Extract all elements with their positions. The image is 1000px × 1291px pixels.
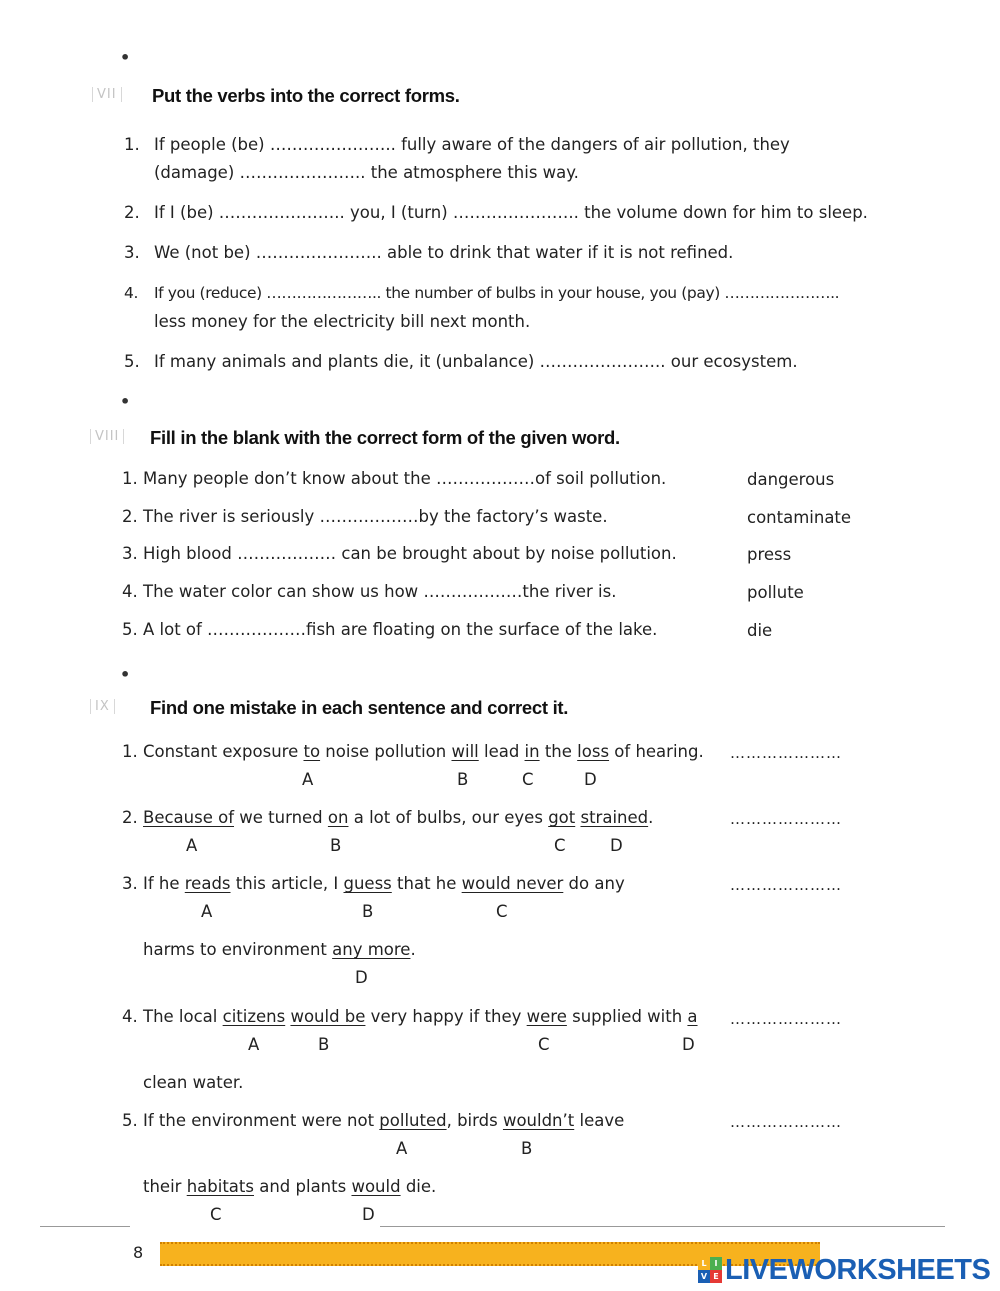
page-number: 8 bbox=[133, 1243, 144, 1262]
mistake-sentence-continuation: their habitats and plants would die. bbox=[143, 1177, 437, 1196]
list-item: 3. High blood ……………… can be brought about by noise pollution. bbox=[122, 544, 677, 563]
option-letter: A bbox=[201, 902, 213, 921]
section-heading-ix: Find one mistake in each sentence and correct it. bbox=[150, 697, 569, 718]
answer-blank[interactable]: ………………… bbox=[730, 810, 842, 828]
option-letter: D bbox=[610, 836, 623, 855]
option-letter: A bbox=[302, 770, 314, 789]
option-letter: A bbox=[248, 1035, 260, 1054]
section-heading-viii: Fill in the blank with the correct form of the given word. bbox=[150, 427, 620, 448]
given-word: contaminate bbox=[747, 508, 852, 527]
list-item-continuation: less money for the electricity bill next month. bbox=[154, 312, 531, 331]
list-item: 2. The river is seriously ………………by the factory’s waste. bbox=[122, 507, 608, 526]
list-item: 4. If you (reduce) ………………….. the number of bulbs in your house, you (pay) ………………….. bbox=[124, 284, 840, 302]
list-item: 3. We (not be) ………………….. able to drink that water if it is not refined. bbox=[124, 243, 734, 262]
given-word: die bbox=[747, 621, 773, 640]
option-letter: D bbox=[355, 968, 368, 987]
mistake-sentence-continuation: harms to environment any more. bbox=[143, 940, 416, 959]
section-number-viii: VIII bbox=[90, 429, 124, 444]
given-word: pollute bbox=[747, 583, 804, 602]
given-word: dangerous bbox=[747, 470, 835, 489]
mistake-sentence: 3. If he reads this article, I guess that he would never do any bbox=[122, 874, 625, 893]
bullet-mark: • bbox=[120, 48, 131, 67]
option-letter: D bbox=[584, 770, 597, 789]
section-number-ix: IX bbox=[90, 699, 115, 714]
list-item: 4. The water color can show us how ………………the river is. bbox=[122, 582, 617, 601]
option-letter: B bbox=[318, 1035, 330, 1054]
liveworksheets-logo bbox=[698, 1253, 990, 1287]
bullet-mark: • bbox=[120, 665, 131, 684]
mistake-sentence: 5. If the environment were not polluted, birds wouldn’t leave bbox=[122, 1111, 625, 1130]
liveworksheets-icon: L I V E bbox=[698, 1257, 722, 1283]
answer-blank[interactable]: ………………… bbox=[730, 1113, 842, 1131]
mistake-sentence-continuation: clean water. bbox=[143, 1073, 244, 1092]
bullet-mark: • bbox=[120, 392, 131, 411]
mistake-sentence: 4. The local citizens would be very happy if they were supplied with a bbox=[122, 1007, 698, 1026]
option-letter: C bbox=[538, 1035, 550, 1054]
footer-rule bbox=[380, 1226, 945, 1227]
list-item: 2. If I (be) ………………….. you, I (turn) ………………….. the volume down for him to sleep. bbox=[124, 203, 868, 222]
option-letter: A bbox=[396, 1139, 408, 1158]
list-item: 5. A lot of ………………fish are floating on the surface of the lake. bbox=[122, 620, 658, 639]
option-letter: C bbox=[496, 902, 508, 921]
option-letter: B bbox=[330, 836, 342, 855]
list-item: 5. If many animals and plants die, it (unbalance) ………………….. our ecosystem. bbox=[124, 352, 798, 371]
footer-rule bbox=[40, 1226, 130, 1227]
option-letter: B bbox=[362, 902, 374, 921]
mistake-sentence: 1. Constant exposure to noise pollution will lead in the loss of hearing. bbox=[122, 742, 704, 761]
section-number-vii: VII bbox=[92, 87, 122, 102]
option-letter: C bbox=[210, 1205, 222, 1224]
option-letter: A bbox=[186, 836, 198, 855]
brand-text: LIVEWORKSHEETS bbox=[725, 1253, 991, 1286]
list-item-continuation: (damage) ………………….. the atmosphere this way. bbox=[154, 163, 579, 182]
option-letter: D bbox=[682, 1035, 695, 1054]
section-heading-vii: Put the verbs into the correct forms. bbox=[152, 85, 460, 106]
mistake-sentence: 2. Because of we turned on a lot of bulbs, our eyes got strained. bbox=[122, 808, 654, 827]
answer-blank[interactable]: ………………… bbox=[730, 876, 842, 894]
given-word: press bbox=[747, 545, 792, 564]
option-letter: B bbox=[457, 770, 469, 789]
option-letter: D bbox=[362, 1205, 375, 1224]
answer-blank[interactable]: ………………… bbox=[730, 1010, 842, 1028]
option-letter: C bbox=[554, 836, 566, 855]
option-letter: B bbox=[521, 1139, 533, 1158]
answer-blank[interactable]: ………………… bbox=[730, 744, 842, 762]
option-letter: C bbox=[522, 770, 534, 789]
list-item: 1. If people (be) ………………….. fully aware of the dangers of air pollution, they bbox=[124, 135, 790, 154]
list-item: 1. Many people don’t know about the ………………of soil pollution. bbox=[122, 469, 667, 488]
